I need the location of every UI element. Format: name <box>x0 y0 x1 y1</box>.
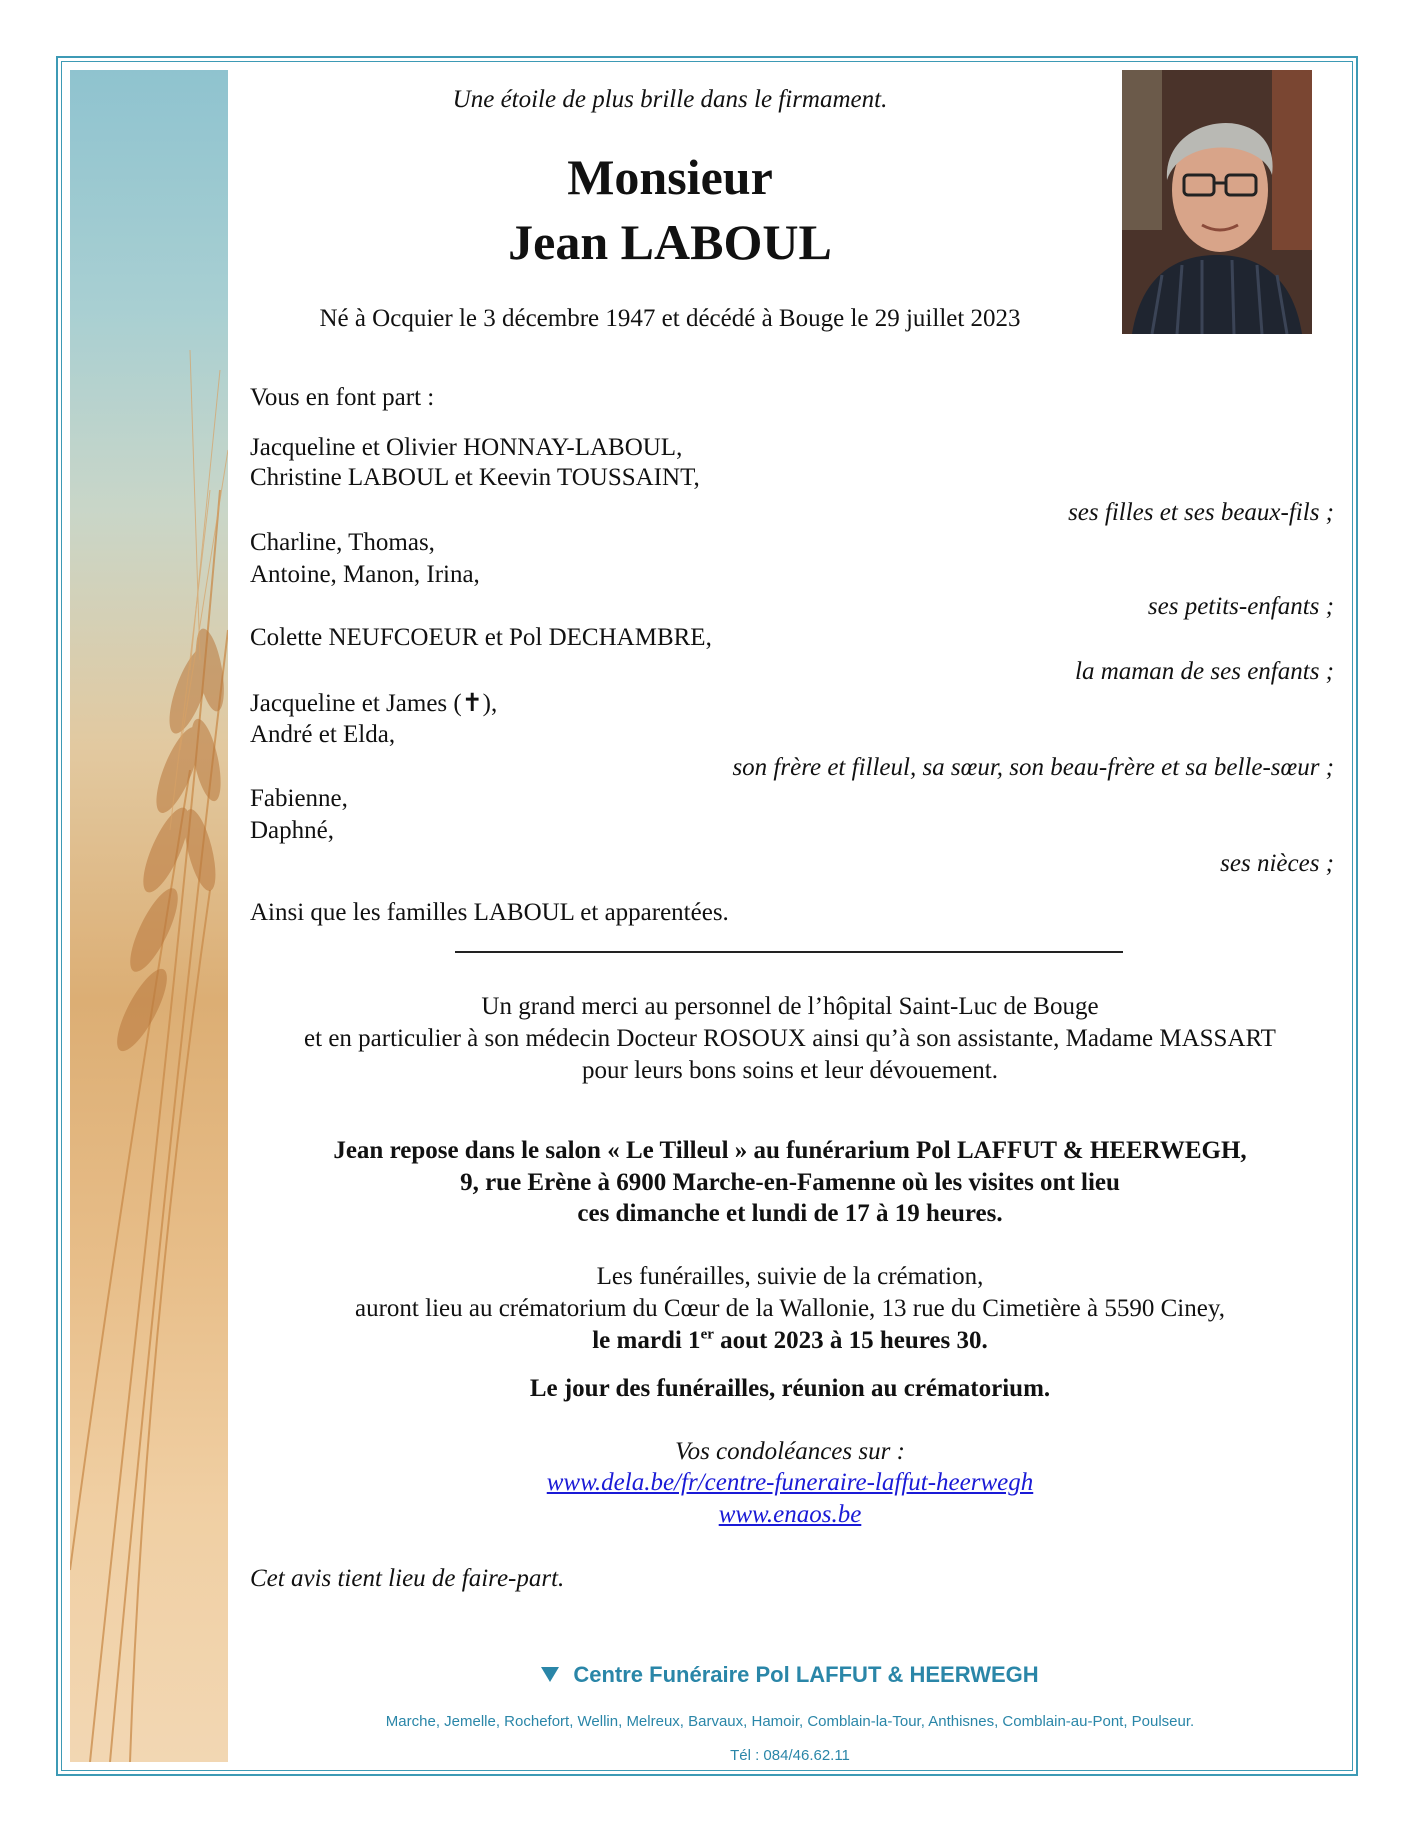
visitation-line: 9, rue Erène à 6900 Marche-en-Famenne où les visites ont lieu <box>460 1169 1120 1196</box>
condolences-link-enaos[interactable]: www.enaos.be <box>718 1501 862 1528</box>
epigraph: Une étoile de plus brille dans le firmament. <box>452 86 888 113</box>
notice-text: Cet avis tient lieu de faire-part. <box>250 1565 565 1592</box>
relation-label: son frère et filleul, sa sœur, son beau-frère et sa belle-sœur ; <box>732 754 1334 781</box>
family-line: Antoine, Manon, Irina, <box>250 561 480 588</box>
funeral-date-sup: er <box>700 1326 714 1343</box>
family-line: Colette NEUFCOEUR et Pol DECHAMBRE, <box>250 624 712 651</box>
thanks-line: pour leurs bons soins et leur dévouement. <box>582 1057 998 1084</box>
family-line: Daphné, <box>250 817 334 844</box>
crematorium-meeting: Le jour des funérailles, réunion au crématorium. <box>529 1375 1051 1402</box>
footer-phone: Tél : 084/46.62.11 <box>730 1747 850 1764</box>
separator-line <box>455 951 1123 953</box>
birth-death-dates: Né à Ocquier le 3 décembre 1947 et décédé à Bouge le 29 juillet 2023 <box>319 305 1021 332</box>
footer-brand-text: Centre Funéraire Pol LAFFUT & HEERWEGH <box>573 1662 1039 1687</box>
family-closing: Ainsi que les familles LABOUL et apparentées. <box>250 899 729 926</box>
relation-label: ses nièces ; <box>1220 850 1334 877</box>
funeral-date-post: aout 2023 à 15 heures 30. <box>713 1327 988 1354</box>
thanks-line: Un grand merci au personnel de l’hôpital Saint-Luc de Bouge <box>481 993 1099 1020</box>
footer-brand <box>240 1659 1340 1691</box>
deceased-name: Jean LABOUL <box>508 214 832 270</box>
family-line: Charline, Thomas, <box>250 529 435 556</box>
family-line: Fabienne, <box>250 785 348 812</box>
family-line: André et Elda, <box>250 721 396 748</box>
condolences-link-dela[interactable]: www.dela.be/fr/centre-funeraire-laffut-heerwegh <box>546 1469 1034 1496</box>
wheat-image <box>70 70 228 1762</box>
family-line: Jacqueline et James (✝), <box>250 690 498 717</box>
family-line: Jacqueline et Olivier HONNAY-LABOUL, <box>250 434 683 461</box>
footer-locations: Marche, Jemelle, Rochefort, Wellin, Melreux, Barvaux, Hamoir, Comblain-la-Tour, Anthisnes, Comblain-au-Pont, Poulseur. <box>385 1713 1195 1730</box>
funeral-line: Les funérailles, suivie de la crémation, <box>596 1263 984 1290</box>
portrait-graphic <box>1122 70 1312 334</box>
triangle-down-icon <box>541 1667 559 1682</box>
funeral-date <box>240 1325 1340 1357</box>
condolences-label: Vos condoléances sur : <box>675 1438 905 1465</box>
family-intro: Vous en font part : <box>250 384 435 411</box>
relation-label: ses petits-enfants ; <box>1147 593 1334 620</box>
wheat-stalks-graphic <box>70 70 228 1762</box>
portrait-photo <box>1122 70 1312 334</box>
funeral-date-pre: le mardi 1 <box>592 1327 701 1354</box>
relation-label: ses filles et ses beaux-fils ; <box>1068 499 1334 526</box>
family-line: Christine LABOUL et Keevin TOUSSAINT, <box>250 464 700 491</box>
funeral-line: auront lieu au crématorium du Cœur de la Wallonie, 13 rue du Cimetière à 5590 Ciney, <box>355 1295 1225 1322</box>
relation-label: la maman de ses enfants ; <box>1075 658 1334 685</box>
visitation-line: ces dimanche et lundi de 17 à 19 heures. <box>577 1200 1003 1227</box>
title-monsieur: Monsieur <box>567 149 773 205</box>
thanks-line: et en particulier à son médecin Docteur ROSOUX ainsi qu’à son assistante, Madame MASSART <box>304 1025 1276 1052</box>
visitation-line: Jean repose dans le salon « Le Tilleul » au funérarium Pol LAFFUT & HEERWEGH, <box>333 1137 1247 1164</box>
